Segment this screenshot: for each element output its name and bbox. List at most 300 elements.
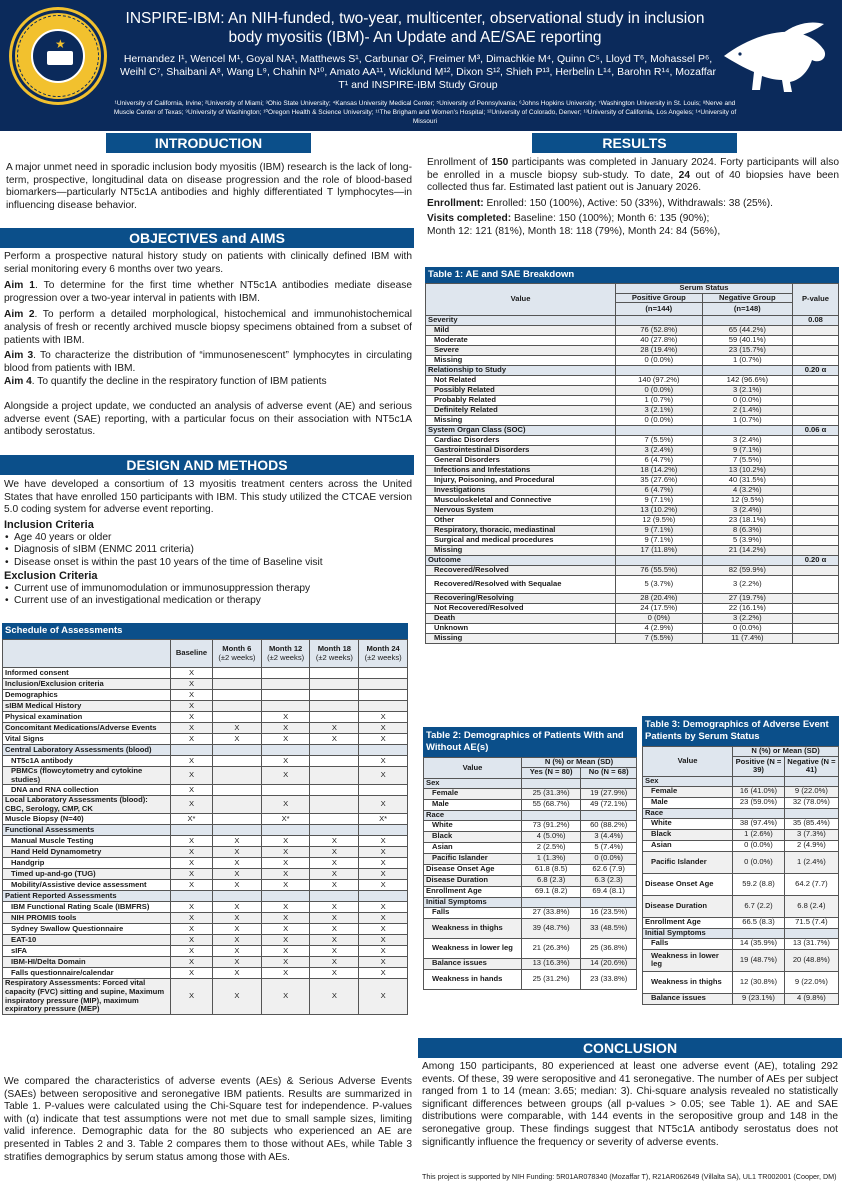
table-cell: Asian: [643, 840, 733, 851]
table-cell: [310, 825, 359, 836]
t3-row: [643, 895, 839, 917]
table-cell: 6.8 (2.4): [784, 895, 838, 917]
table-cell: [616, 366, 703, 376]
table-cell: Recovered/Resolved with Sequalae: [426, 576, 616, 594]
introduction-text: A major unmet need in sporadic inclusion body myositis (IBM) research is the lack of long-term, prospective, longitudinal data on disease progression and the role of blood-based biomarkers—particularly NT5c1A antibodies and highly differentiated T lymphocytes—in influencing disease behavior.: [6, 162, 412, 211]
t3-row: [643, 818, 839, 829]
table-cell: 9 (7.1%): [616, 496, 703, 506]
table-row: [3, 640, 408, 668]
table-cell: 18 (14.2%): [616, 466, 703, 476]
aim-3-text: . To characterize the distribution of “immunosenescent” lymphocytes in circulating blood from patients with IBM.: [4, 350, 412, 374]
table-1-row: [426, 356, 839, 366]
table-cell: 39 (48.7%): [521, 918, 580, 938]
table-1-row: [426, 526, 839, 536]
table-cell: [310, 891, 359, 902]
schedule-row: [3, 946, 408, 957]
table-cell: Enrollment Age: [424, 886, 522, 897]
table-cell: Recovering/Resolving: [426, 594, 616, 604]
table-cell: X: [261, 880, 310, 891]
table-cell: NIH PROMIS tools: [3, 913, 171, 924]
table-cell: 4 (5.0%): [521, 831, 580, 842]
table-cell: X: [261, 712, 310, 723]
t2-section: [424, 810, 637, 820]
schedule-row: [3, 957, 408, 968]
objectives-closing: Alongside a project update, we conducted an analysis of adverse event (AE) and serious adverse event (SAE) reporting, with a particular focus on their association with NT5c1A antibody serostatus.: [4, 400, 412, 438]
table-cell: 13 (10.2%): [616, 506, 703, 516]
table-cell: [359, 745, 408, 756]
table-cell: 82 (59.9%): [702, 566, 792, 576]
table-cell: [212, 712, 261, 723]
table-cell: 17 (11.8%): [616, 546, 703, 556]
table-cell: X: [212, 723, 261, 734]
table-cell: 49 (72.1%): [581, 799, 637, 810]
table-cell: [784, 808, 838, 818]
table-cell: 0 (0.0%): [733, 851, 785, 873]
table-cell: [793, 576, 839, 594]
table-cell: 20 (48.8%): [784, 949, 838, 971]
table-cell: X: [212, 968, 261, 979]
table-cell: 7 (5.5%): [616, 634, 703, 644]
table-cell: X: [261, 957, 310, 968]
table-cell: X: [310, 836, 359, 847]
table-cell: 28 (19.4%): [616, 346, 703, 356]
table-cell: [261, 668, 310, 679]
table-cell: Nervous System: [426, 506, 616, 516]
table-cell: System Organ Class (SOC): [426, 426, 616, 436]
table-cell: [793, 456, 839, 466]
table-cell: [261, 679, 310, 690]
table-cell: [793, 436, 839, 446]
t3-row: [643, 829, 839, 840]
table-cell: 24 (17.5%): [616, 604, 703, 614]
table-cell: X: [310, 979, 359, 1014]
table-cell: X: [310, 723, 359, 734]
biopsy-count: 24: [678, 169, 691, 181]
table-cell: [793, 496, 839, 506]
table-header-cell: No (N = 68): [581, 767, 637, 778]
table-cell: Hand Held Dynamometry: [3, 847, 171, 858]
table-cell: Weakness in lower leg: [424, 938, 522, 958]
schedule-row: [3, 979, 408, 1014]
table-cell: Respiratory Assessments: Forced vital capacity (FVC) sitting and supine, Maximum inspiratory pressure (MIP), maximum expiratory pressure (MEP): [3, 979, 171, 1014]
table-cell: X: [212, 979, 261, 1014]
table-cell: [212, 891, 261, 902]
table-cell: Female: [643, 786, 733, 797]
uc-irvine-seal-icon: ★: [12, 10, 104, 102]
table-cell: X: [171, 701, 213, 712]
table-cell: Central Laboratory Assessments (blood): [3, 745, 171, 756]
table-cell: Death: [426, 614, 616, 624]
table-header-cell: Positive Group: [616, 293, 703, 303]
table-cell: [212, 756, 261, 767]
schedule-row: [3, 825, 408, 836]
schedule-row: [3, 869, 408, 880]
table-cell: 0.08: [793, 316, 839, 326]
table-cell: [310, 690, 359, 701]
results-text: Enrollment of: [427, 157, 492, 168]
table-cell: X: [359, 756, 408, 767]
table-cell: 76 (52.8%): [616, 326, 703, 336]
table-cell: Disease Duration: [643, 895, 733, 917]
table-cell: [359, 825, 408, 836]
table-cell: X: [261, 924, 310, 935]
table-cell: X: [261, 968, 310, 979]
analysis-text: We compared the characteristics of adverse events (AEs) & Serious Adverse Events (SAEs) between seropositive and seronegative IBM patients. Results are summarized in Table 1. P-values were calculated using the Chi-Square test for independence. P-values with (α) indicate that test assumptions were not met due to small sample sizes, limiting valid inference. Demographic data for the 80 subjects who experienced an AE are presented in Tables 2 and 3. Table 2 compares them to those without AEs, while Table 3 stratifies demographics by serum status among those with AEs.: [4, 1076, 412, 1163]
table-cell: X: [359, 734, 408, 745]
table-cell: 65 (44.2%): [702, 326, 792, 336]
table-cell: [261, 825, 310, 836]
t2-row: [424, 788, 637, 799]
table-cell: [793, 516, 839, 526]
table-cell: 33 (48.5%): [581, 918, 637, 938]
table-cell: 55 (68.7%): [521, 799, 580, 810]
table-cell: X: [359, 880, 408, 891]
table-cell: [212, 767, 261, 785]
table-cell: X: [261, 767, 310, 785]
table-cell: 3 (2.2%): [702, 576, 792, 594]
table-cell: [212, 690, 261, 701]
table-cell: 0 (0.0%): [616, 416, 703, 426]
table-cell: 21 (26.3%): [521, 938, 580, 958]
design-text: We have developed a consortium of 13 myositis treatment centers across the United States that have enrolled 150 participants with IBM. This study utilized the CTCAE version 5.0 coding system for adverse event reporting.: [4, 479, 412, 516]
table-cell: X: [171, 796, 213, 814]
table-cell: [359, 701, 408, 712]
author-list: Hernandez I¹, Wencel M¹, Goyal NA¹, Matthews S¹, Carbunar O², Freimer M³, Dimachkie M⁴, Quinn C⁵, Lloyd T⁶, Mohassel P⁶, Weihl C⁷, Shaibani A⁸, Wang L⁹, Chahin N¹⁰, Amato AA¹¹, Wicklund M¹², Dixon S¹², Shieh P¹³, Herbelin L¹⁴, Barohn R¹⁴, Mozaffar T¹ and INSPIRE-IBM Study Group: [120, 53, 716, 91]
table-cell: 9 (23.1%): [733, 993, 785, 1004]
table-1-row: [426, 576, 839, 594]
table-cell: Sex: [424, 778, 522, 788]
table-cell: [793, 476, 839, 486]
table-cell: X: [212, 847, 261, 858]
table-cell: 13 (10.2%): [702, 466, 792, 476]
table-cell: Moderate: [426, 336, 616, 346]
table-cell: Female: [424, 788, 522, 799]
table-2: [423, 727, 637, 990]
table-2-caption: Table 2: Demographics of Patients With and Without AE(s): [423, 727, 637, 757]
table-cell: Race: [424, 810, 522, 820]
table-1-row: [426, 486, 839, 496]
table-cell: 11 (7.4%): [702, 634, 792, 644]
table-cell: Mobility/Assistive device assessment: [3, 880, 171, 891]
table-cell: 2 (1.4%): [702, 406, 792, 416]
table-cell: X: [171, 924, 213, 935]
table-1-row: [426, 326, 839, 336]
table-cell: Definitely Related: [426, 406, 616, 416]
table-cell: Falls questionnaire/calendar: [3, 968, 171, 979]
table-header-cell: (n=148): [702, 303, 792, 316]
table-cell: Outcome: [426, 556, 616, 566]
table-cell: [616, 556, 703, 566]
schedule-row: [3, 668, 408, 679]
table-cell: 6.8 (2.3): [521, 875, 580, 886]
table-cell: X: [359, 767, 408, 785]
table-cell: 9 (7.1%): [616, 526, 703, 536]
table-cell: X: [261, 836, 310, 847]
table-cell: 19 (48.7%): [733, 949, 785, 971]
poster-title: INSPIRE-IBM: An NIH-funded, two-year, multicenter, observational study in inclusion body myositis (IBM)- An Update and AE/SAE reporting: [125, 10, 705, 46]
table-cell: Male: [643, 797, 733, 808]
table-cell: X: [171, 935, 213, 946]
table-cell: X: [359, 924, 408, 935]
table-cell: Manual Muscle Testing: [3, 836, 171, 847]
table-cell: Vital Signs: [3, 734, 171, 745]
aim-1-text: . To determine for the first time whether NT5c1A antibodies mediate disease progression over a two-year interval in patients with IBM.: [4, 280, 412, 304]
aim-1-key: Aim 1: [4, 280, 35, 292]
table-cell: 0.20 α: [793, 366, 839, 376]
table-cell: 1 (1.3%): [521, 853, 580, 864]
table-cell: 3 (2.4%): [702, 506, 792, 516]
table-cell: X: [310, 968, 359, 979]
schedule-row: [3, 796, 408, 814]
table-cell: X: [359, 968, 408, 979]
table-cell: X: [171, 756, 213, 767]
t2-row: [424, 918, 637, 938]
table-cell: Black: [643, 829, 733, 840]
table-cell: X: [212, 869, 261, 880]
table-1-row: [426, 634, 839, 644]
table-cell: 5 (3.7%): [616, 576, 703, 594]
table-1-row: [426, 496, 839, 506]
affiliations: ¹University of California, Irvine; ²University of Miami; ³Ohio State University; ⁴Kansas University Medical Center; ⁵University of Pennsylvania; ⁶Johns Hopkins University; ⁷Washington University in St. Louis; ⁸Nerve and Muscle Center of Texas; ⁹University of Washington; ¹⁰Oregon Health & Science University; ¹¹The Brigham and Women's Hospital; ¹²University of Colorado, Denver; ¹³University of California, Los Angeles; ¹⁴University of Missouri: [113, 100, 737, 125]
table-1-row: [426, 466, 839, 476]
table-cell: [171, 825, 213, 836]
table-cell: 6.7 (2.2): [733, 895, 785, 917]
table-cell: X: [171, 880, 213, 891]
table-cell: 6.3 (2.3): [581, 875, 637, 886]
table-cell: [793, 446, 839, 456]
schedule-col-header: Month 24 (±2 weeks): [359, 640, 408, 668]
conclusion-heading: CONCLUSION: [418, 1038, 842, 1058]
table-cell: [793, 386, 839, 396]
table-cell: Muscle Biopsy (N=40): [3, 814, 171, 825]
table-cell: 25 (36.8%): [581, 938, 637, 958]
schedule-row: [3, 679, 408, 690]
table-cell: X: [359, 902, 408, 913]
table-cell: [793, 326, 839, 336]
table-1-row: [426, 336, 839, 346]
table-cell: 27 (19.7%): [702, 594, 792, 604]
table-cell: Injury, Poisoning, and Procedural: [426, 476, 616, 486]
table-cell: [793, 614, 839, 624]
table-cell: 5 (3.9%): [702, 536, 792, 546]
table-cell: 3 (4.4%): [581, 831, 637, 842]
table-cell: White: [424, 820, 522, 831]
table-header-cell: Yes (N = 80): [521, 767, 580, 778]
table-cell: 69.4 (8.1): [581, 886, 637, 897]
table-cell: Pacific Islander: [424, 853, 522, 864]
aim-4-key: Aim 4: [4, 376, 32, 388]
table-cell: X: [212, 924, 261, 935]
schedule-row: [3, 968, 408, 979]
table-cell: X: [171, 869, 213, 880]
t2-row: [424, 864, 637, 875]
table-cell: Respiratory, thoracic, mediastinal: [426, 526, 616, 536]
schedule-row: [3, 847, 408, 858]
table-cell: Timed up-and-go (TUG): [3, 869, 171, 880]
table-cell: 1 (2.6%): [733, 829, 785, 840]
table-cell: [793, 566, 839, 576]
table-cell: X: [310, 935, 359, 946]
schedule-col-header: Month 12 (±2 weeks): [261, 640, 310, 668]
schedule-row: [3, 902, 408, 913]
table-cell: X: [171, 836, 213, 847]
schedule-row: [3, 701, 408, 712]
table-cell: 0 (0.0%): [733, 840, 785, 851]
enrollment-value: Enrolled: 150 (100%), Active: 50 (33%), Withdrawals: 38 (25%).: [483, 197, 773, 209]
table-header-cell: Positive (N = 39): [733, 756, 785, 776]
table-cell: X: [261, 723, 310, 734]
table-cell: [793, 346, 839, 356]
table-cell: 32 (78.0%): [784, 797, 838, 808]
schedule-row: [3, 745, 408, 756]
visits-value-2: Month 12: 121 (81%), Month 18: 118 (79%), Month 24: 84 (56%),: [427, 225, 721, 237]
table-cell: X: [310, 869, 359, 880]
aim-3-key: Aim 3: [4, 350, 34, 362]
table-cell: PBMCs (flowcytometry and cytokine studies): [3, 767, 171, 785]
table-row: [643, 747, 839, 757]
table-cell: 7 (5.5%): [702, 456, 792, 466]
table-cell: IBM Functional Rating Scale (IBMFRS): [3, 902, 171, 913]
exclusion-item: • Current use of an investigational medication or therapy: [4, 595, 412, 608]
table-cell: X: [359, 935, 408, 946]
table-cell: X: [310, 858, 359, 869]
schedule-col-header: Month 6 (±2 weeks): [212, 640, 261, 668]
table-cell: [702, 426, 792, 436]
table-cell: [212, 796, 261, 814]
table-cell: 61.8 (8.5): [521, 864, 580, 875]
table-cell: X: [261, 847, 310, 858]
table-cell: EAT-10: [3, 935, 171, 946]
t2-row: [424, 907, 637, 918]
table-cell: 1 (0.7%): [702, 416, 792, 426]
results-block: [427, 157, 839, 239]
table-cell: 1 (0.7%): [616, 396, 703, 406]
table-cell: [793, 356, 839, 366]
table-cell: 9 (7.1%): [616, 536, 703, 546]
table-cell: 25 (31.2%): [521, 969, 580, 989]
t2-row: [424, 799, 637, 810]
table-1-row: [426, 416, 839, 426]
table-cell: X: [359, 847, 408, 858]
table-cell: X: [261, 734, 310, 745]
table-1-section: [426, 366, 839, 376]
table-cell: 0 (0.0%): [702, 396, 792, 406]
table-cell: Falls: [424, 907, 522, 918]
table-header-cell: N (%) or Mean (SD): [733, 747, 839, 757]
table-cell: Musculoskeletal and Connective: [426, 496, 616, 506]
table-cell: [261, 701, 310, 712]
table-cell: [521, 897, 580, 907]
table-cell: X: [261, 946, 310, 957]
table-header-cell: Value: [643, 747, 733, 777]
schedule-row: [3, 712, 408, 723]
table-cell: X: [310, 734, 359, 745]
table-cell: 13 (31.7%): [784, 938, 838, 949]
table-cell: [793, 416, 839, 426]
objectives-block: [4, 251, 412, 439]
table-cell: [212, 745, 261, 756]
table-header-cell: N (%) or Mean (SD): [521, 758, 636, 768]
table-cell: X: [212, 913, 261, 924]
table-cell: [171, 745, 213, 756]
table-cell: 60 (88.2%): [581, 820, 637, 831]
table-cell: [784, 776, 838, 786]
results-heading: RESULTS: [532, 133, 737, 153]
table-cell: Informed consent: [3, 668, 171, 679]
table-cell: 19 (27.9%): [581, 788, 637, 799]
table-cell: Patient Reported Assessments: [3, 891, 171, 902]
table-cell: 12 (9.5%): [616, 516, 703, 526]
objectives-lead: Perform a prospective natural history study on patients with clinically defined IBM with serial monitoring every 6 months over two years.: [4, 251, 412, 275]
t3-row: [643, 851, 839, 873]
table-cell: X: [171, 679, 213, 690]
table-cell: X: [310, 902, 359, 913]
exclusion-heading: Exclusion Criteria: [4, 569, 98, 582]
table-cell: [310, 785, 359, 796]
table-1-row: [426, 456, 839, 466]
table-cell: Mild: [426, 326, 616, 336]
table-cell: [702, 366, 792, 376]
table-cell: Infections and Infestations: [426, 466, 616, 476]
schedule-row: [3, 880, 408, 891]
table-1-row: [426, 614, 839, 624]
table-cell: Concomitant Medications/Adverse Events: [3, 723, 171, 734]
table-cell: Severe: [426, 346, 616, 356]
schedule-row: [3, 767, 408, 785]
schedule-col-header: Baseline: [171, 640, 213, 668]
inclusion-heading: Inclusion Criteria: [4, 518, 94, 531]
enrollment-key: Enrollment:: [427, 197, 484, 209]
table-cell: [793, 634, 839, 644]
table-cell: Enrollment Age: [643, 917, 733, 928]
table-cell: Missing: [426, 356, 616, 366]
table-cell: X: [310, 957, 359, 968]
poster-header: [0, 0, 842, 131]
table-cell: X: [261, 935, 310, 946]
table-cell: X: [359, 796, 408, 814]
table-cell: Severity: [426, 316, 616, 326]
t2-row: [424, 875, 637, 886]
table-cell: [310, 756, 359, 767]
table-cell: [793, 546, 839, 556]
table-1-row: [426, 396, 839, 406]
table-cell: [359, 891, 408, 902]
schedule-row: [3, 814, 408, 825]
t2-row: [424, 820, 637, 831]
inclusion-item: • Disease onset is within the past 10 years of the time of Baseline visit: [4, 557, 412, 570]
t2-row: [424, 842, 637, 853]
table-cell: [310, 745, 359, 756]
t2-section: [424, 897, 637, 907]
table-cell: Weakness in thighs: [424, 918, 522, 938]
table-cell: X: [261, 869, 310, 880]
table-cell: Physical examination: [3, 712, 171, 723]
table-cell: 69.1 (8.2): [521, 886, 580, 897]
table-cell: Missing: [426, 634, 616, 644]
table-cell: [793, 336, 839, 346]
table-cell: [359, 668, 408, 679]
table-cell: X: [171, 723, 213, 734]
table-1-section: [426, 316, 839, 326]
table-cell: X: [310, 924, 359, 935]
table-cell: Male: [424, 799, 522, 810]
data-table: [425, 283, 839, 644]
t3-row: [643, 993, 839, 1004]
table-cell: X: [212, 902, 261, 913]
table-1-row: [426, 566, 839, 576]
aim-2-key: Aim 2: [4, 309, 35, 321]
table-cell: 21 (14.2%): [702, 546, 792, 556]
